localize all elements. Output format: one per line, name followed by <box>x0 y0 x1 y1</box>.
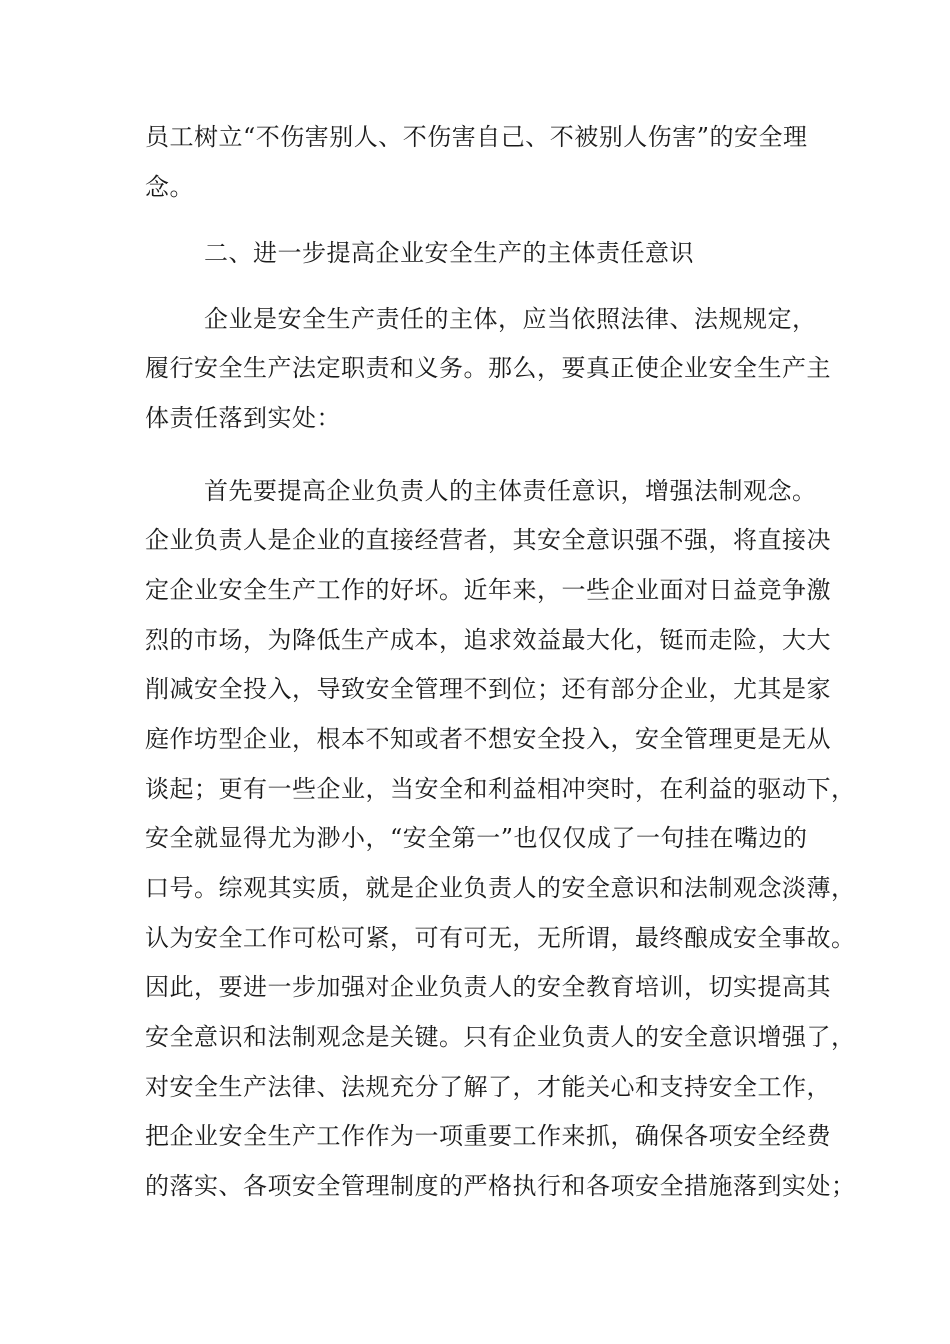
paragraph-line: 企业是安全生产责任的主体，应当依照法律、法规规定， <box>204 305 817 333</box>
paragraph-line: 谈起；更有一些企业，当安全和利益相冲突时，在利益的驱动下， <box>145 775 856 803</box>
paragraph-line: 员工树立“不伤害别人、不伤害自己、不被别人伤害”的安全理 <box>145 123 808 151</box>
paragraph-line: 企业负责人是企业的直接经营者，其安全意识强不强，将直接决 <box>145 526 831 554</box>
paragraph-line: 履行安全生产法定职责和义务。那么，要真正使企业安全生产主 <box>145 354 831 382</box>
paragraph-line: 因此，要进一步加强对企业负责人的安全教育培训，切实提高其 <box>145 973 831 1001</box>
paragraph-line: 口号。综观其实质，就是企业负责人的安全意识和法制观念淡薄， <box>145 874 856 902</box>
paragraph-line: 烈的市场，为降低生产成本，追求效益最大化，铤而走险，大大 <box>145 626 831 654</box>
paragraph-line: 的落实、各项安全管理制度的严格执行和各项安全措施落到实处； <box>145 1172 856 1200</box>
paragraph-line: 对安全生产法律、法规充分了解了，才能关心和支持安全工作， <box>145 1073 831 1101</box>
paragraph-line: 首先要提高企业负责人的主体责任意识，增强法制观念。 <box>204 477 817 505</box>
paragraph-line: 体责任落到实处： <box>145 404 341 432</box>
paragraph-line: 认为安全工作可松可紧，可有可无，无所谓，最终酿成安全事故。 <box>145 924 856 952</box>
paragraph-line: 安全意识和法制观念是关键。只有企业负责人的安全意识增强了， <box>145 1023 856 1051</box>
section-heading: 二、进一步提高企业安全生产的主体责任意识 <box>204 239 694 267</box>
paragraph-line: 安全就显得尤为渺小，“安全第一”也仅仅成了一句挂在嘴边的 <box>145 824 808 852</box>
paragraph-line: 把企业安全生产工作作为一项重要工作来抓，确保各项安全经费 <box>145 1122 831 1150</box>
paragraph-line: 念。 <box>145 173 194 201</box>
paragraph-line: 定企业安全生产工作的好坏。近年来，一些企业面对日益竞争激 <box>145 576 831 604</box>
paragraph-line: 削减安全投入，导致安全管理不到位；还有部分企业，尤其是家 <box>145 675 831 703</box>
paragraph-line: 庭作坊型企业，根本不知或者不想安全投入，安全管理更是无从 <box>145 725 831 753</box>
